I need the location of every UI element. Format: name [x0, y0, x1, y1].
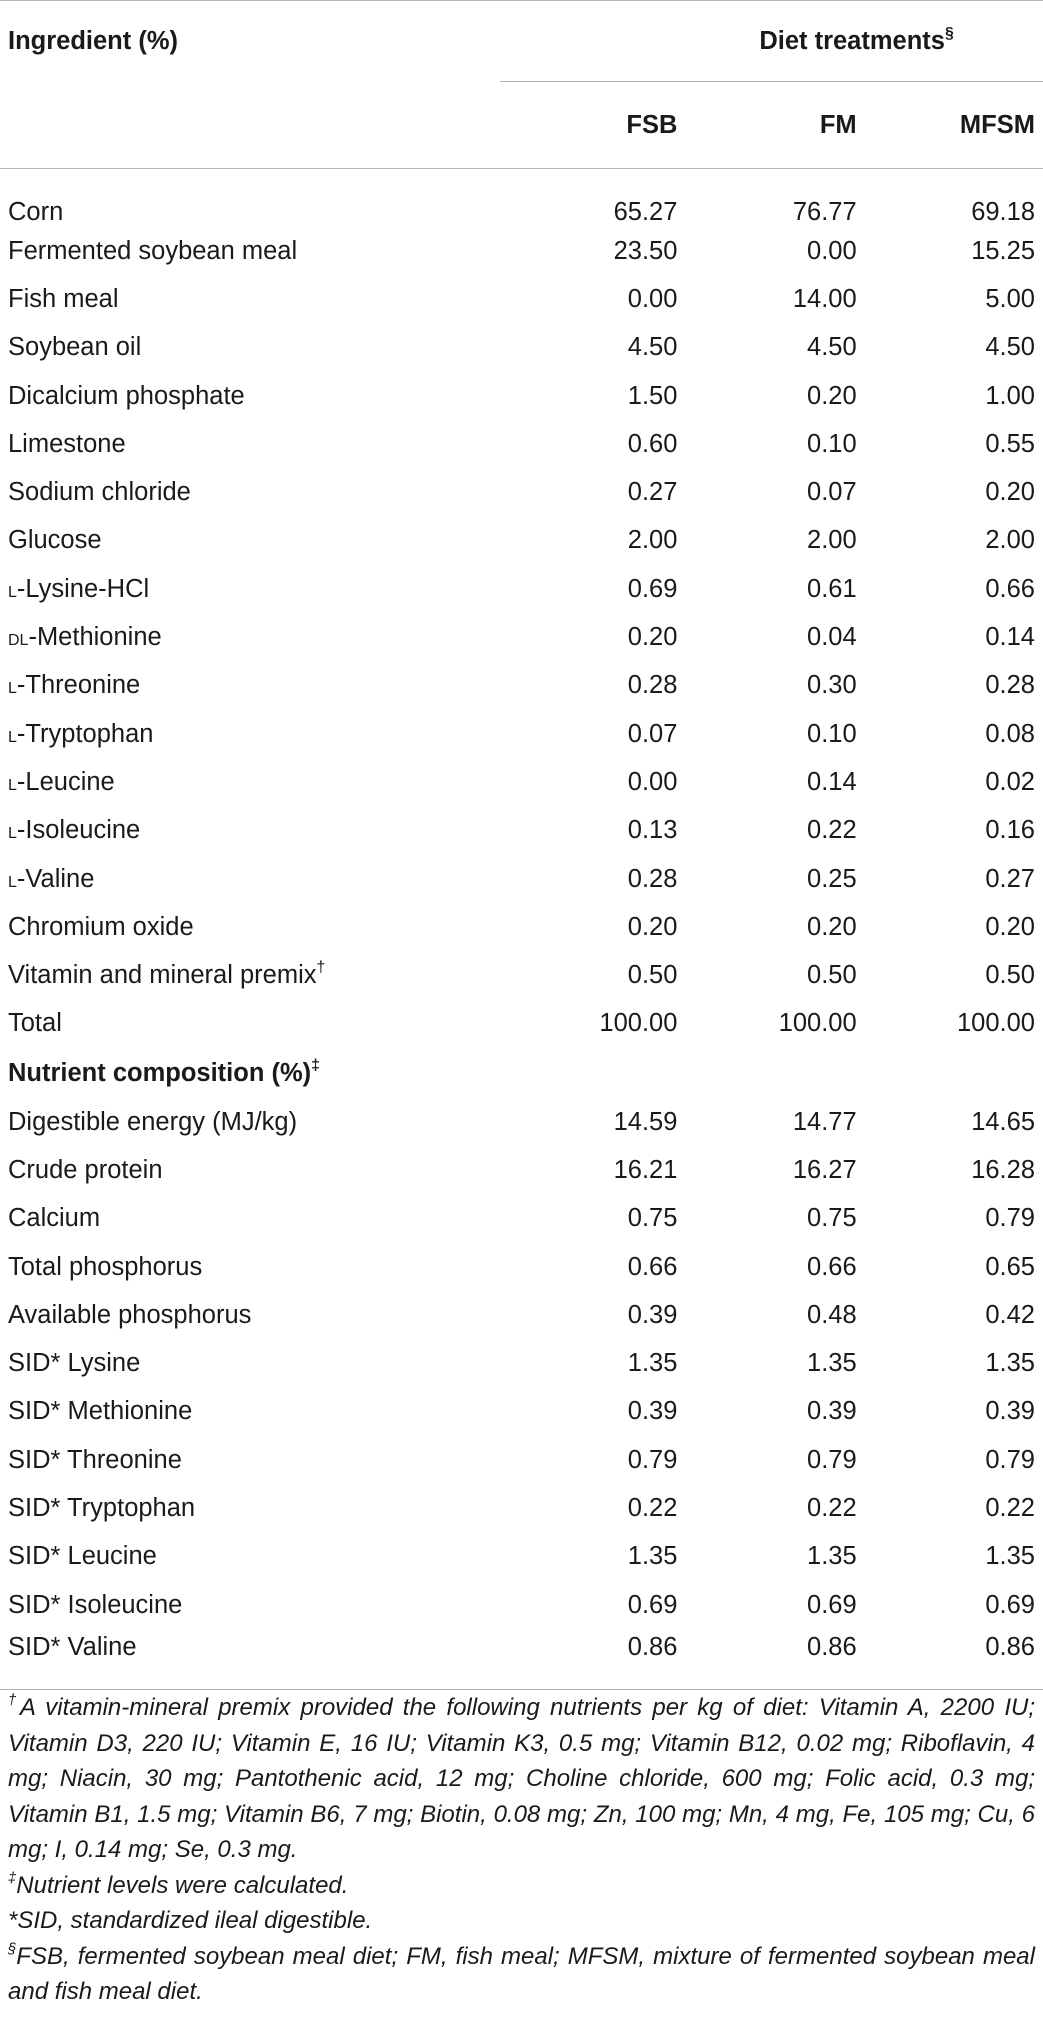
ingredient-label: Limestone — [8, 429, 126, 458]
table-row — [0, 275, 1043, 323]
nutrient-name: SID* Methionine — [8, 1397, 193, 1426]
value-mfsm: 0.65 — [985, 1252, 1035, 1281]
value-mfsm: 1.35 — [985, 1349, 1035, 1378]
value-fsb: 0.60 — [627, 429, 678, 458]
ingredient-name — [0, 227, 500, 275]
ingredient-label: Chromium oxide — [8, 912, 194, 941]
footnote-mark: § — [8, 1941, 17, 1958]
value-mfsm: 0.79 — [985, 1445, 1035, 1474]
table-row — [0, 1581, 1043, 1629]
value-fm: 14.77 — [792, 1107, 857, 1136]
ingredient-name — [0, 807, 500, 855]
value-mfsm: 0.20 — [985, 912, 1035, 941]
table-row — [0, 1436, 1043, 1484]
value-fm: 0.30 — [807, 671, 857, 700]
value-fsb: 0.20 — [627, 912, 678, 941]
value-fsb: 0.39 — [627, 1397, 678, 1426]
value-fm: 0.69 — [807, 1590, 857, 1619]
value-fm: 14.00 — [792, 284, 857, 313]
value-fm: 0.50 — [807, 961, 857, 990]
ingredient-name — [0, 420, 500, 468]
value-fsb: 0.50 — [627, 961, 678, 990]
table-row — [0, 710, 1043, 758]
footnote-text: Nutrient levels were calculated. — [16, 1871, 349, 1899]
amino-acid-prefix: l — [8, 768, 17, 795]
value-fm: 0.48 — [807, 1300, 857, 1329]
table-row — [0, 420, 1043, 468]
value-mfsm: 16.28 — [971, 1155, 1035, 1184]
value-fm: 0.25 — [807, 864, 857, 893]
table-row — [0, 1195, 1043, 1243]
value-mfsm: 0.69 — [985, 1590, 1035, 1619]
footnote-mark: † — [316, 959, 326, 977]
ingredient-label: -Valine — [16, 864, 95, 893]
table-row — [0, 855, 1043, 903]
value-mfsm: 0.16 — [985, 816, 1035, 845]
nutrient-name: SID* Isoleucine — [8, 1590, 183, 1619]
nutrient-section-row — [0, 1048, 1043, 1098]
value-mfsm: 1.35 — [985, 1542, 1035, 1571]
value-fm: 0.00 — [807, 236, 857, 265]
footnote-mark: † — [8, 1692, 20, 1709]
value-fsb: 0.79 — [627, 1445, 678, 1474]
footnote — [8, 1939, 1035, 2010]
value-fm: 76.77 — [792, 198, 857, 226]
amino-acid-prefix: l — [8, 817, 17, 844]
value-fm: 0.39 — [807, 1397, 857, 1426]
table-row — [0, 662, 1043, 710]
value-fsb: 0.86 — [627, 1633, 678, 1662]
footnote-mark: ‡ — [311, 1056, 320, 1074]
value-fsb: 4.50 — [627, 333, 678, 362]
ingredient-name — [0, 710, 500, 758]
value-fsb: 65.27 — [613, 198, 678, 226]
nutrient-name: Crude protein — [8, 1155, 163, 1184]
nutrient-name: Available phosphorus — [8, 1300, 252, 1329]
ingredient-label: Corn — [8, 198, 64, 226]
footnote-mark: ‡ — [8, 1870, 17, 1887]
value-fm: 0.22 — [807, 1494, 857, 1523]
nutrient-name: Total phosphorus — [8, 1252, 203, 1281]
value-mfsm: 0.08 — [985, 719, 1035, 748]
table-row — [0, 1146, 1043, 1194]
value-mfsm: 4.50 — [985, 333, 1035, 362]
value-fsb: 2.00 — [627, 526, 678, 555]
ingredient-label: -Methionine — [28, 623, 162, 652]
value-fm: 0.61 — [807, 574, 857, 603]
nutrient-name: SID* Tryptophan — [8, 1494, 196, 1523]
value-mfsm: 14.65 — [971, 1107, 1035, 1136]
table-footnotes — [8, 1690, 1035, 2010]
value-mfsm: 2.00 — [985, 526, 1035, 555]
ingredient-column-header: Ingredient (%) — [8, 26, 178, 55]
value-fsb: 0.39 — [627, 1300, 678, 1329]
nutrient-section-heading — [0, 1048, 500, 1098]
ingredient-label: -Tryptophan — [16, 719, 154, 748]
value-fm: 0.66 — [807, 1252, 857, 1281]
diet-treatments-header: Diet treatments§ — [759, 24, 954, 55]
ingredient-label: -Lysine-HCl — [16, 574, 150, 603]
column-header-fsb: FSB — [500, 82, 677, 169]
table-header-row — [0, 1, 1043, 82]
ingredient-label: Sodium chloride — [8, 478, 191, 507]
table-row — [0, 1291, 1043, 1339]
ingredient-label: -Leucine — [16, 767, 115, 796]
footnote — [8, 1690, 1035, 1868]
value-fm: 0.79 — [807, 1445, 857, 1474]
table-row — [0, 1484, 1043, 1532]
nutrient-name: SID* Leucine — [8, 1542, 157, 1571]
table-row — [0, 1000, 1043, 1048]
column-header-fm: FM — [677, 82, 856, 169]
ingredient-name — [0, 1000, 500, 1048]
value-mfsm: 100.00 — [957, 1009, 1035, 1038]
ingredient-name — [0, 903, 500, 951]
value-fm: 0.75 — [807, 1204, 857, 1233]
value-fm: 100.00 — [778, 1009, 857, 1038]
table-row — [0, 758, 1043, 806]
value-fsb: 0.07 — [627, 719, 678, 748]
value-fm: 1.35 — [807, 1542, 857, 1571]
value-fm: 2.00 — [807, 526, 857, 555]
column-header-mfsm: MFSM — [857, 82, 1043, 169]
table-row — [0, 1388, 1043, 1436]
ingredient-name — [0, 758, 500, 806]
value-fsb: 0.00 — [627, 767, 678, 796]
ingredient-name — [0, 662, 500, 710]
value-mfsm: 0.14 — [985, 623, 1035, 652]
value-fm: 1.35 — [807, 1349, 857, 1378]
ingredient-label: Dicalcium phosphate — [8, 381, 245, 410]
footnote-text: A vitamin-mineral premix provided the following nutrients per kg of diet: Vitamin A, 2200 IU; Vitamin D3, 220 IU; Vitamin E, 16 IU; Vitamin K3, 0.5 mg; Vitamin B12, 0.02 mg; Riboflavin, 4 mg; Niacin, 30 mg; Pantothenic acid, 12 mg; Choline chloride, 600 mg; Folic acid, 0.3 mg; Vitamin B1, 1.5 mg; Vitamin B6, 7 mg; Biotin, 0.08 mg; Zn, 100 mg; Mn, 4 mg, Fe, 105 mg; Cu, 6 mg; I, 0.14 mg; Se, 0.3 mg. — [8, 1694, 1035, 1863]
diet-column-header-row — [0, 82, 1043, 169]
value-mfsm: 0.66 — [985, 574, 1035, 603]
value-mfsm: 0.79 — [985, 1204, 1035, 1233]
value-mfsm: 0.27 — [985, 864, 1035, 893]
ingredient-name — [0, 372, 500, 420]
value-fsb: 1.50 — [627, 381, 678, 410]
value-fsb: 0.13 — [627, 816, 678, 845]
value-mfsm: 5.00 — [985, 284, 1035, 313]
value-fsb: 23.50 — [613, 236, 678, 265]
value-fm: 0.22 — [807, 816, 857, 845]
table-row — [0, 227, 1043, 275]
ingredient-name — [0, 565, 500, 613]
value-mfsm: 0.55 — [985, 429, 1035, 458]
value-fsb: 0.00 — [627, 284, 678, 313]
table-row — [0, 613, 1043, 661]
value-mfsm: 0.86 — [985, 1633, 1035, 1662]
value-fsb: 0.27 — [627, 478, 678, 507]
ingredient-label: -Threonine — [16, 671, 141, 700]
value-mfsm: 0.50 — [985, 961, 1035, 990]
value-mfsm: 0.02 — [985, 767, 1035, 796]
value-fm: 4.50 — [807, 333, 857, 362]
amino-acid-prefix: l — [8, 575, 17, 602]
value-mfsm: 0.39 — [985, 1397, 1035, 1426]
ingredient-name — [0, 324, 500, 372]
table-row — [0, 468, 1043, 516]
value-fm: 0.20 — [807, 381, 857, 410]
value-mfsm: 1.00 — [985, 381, 1035, 410]
table-row — [0, 807, 1043, 855]
value-fsb: 0.28 — [627, 671, 678, 700]
ingredient-label: Fermented soybean meal — [8, 236, 298, 265]
footnote — [8, 1903, 1035, 1939]
table-row — [0, 951, 1043, 999]
value-mfsm: 15.25 — [971, 236, 1035, 265]
value-mfsm: 69.18 — [971, 198, 1035, 226]
value-mfsm: 0.20 — [985, 478, 1035, 507]
ingredient-name — [0, 275, 500, 323]
table-row — [0, 903, 1043, 951]
value-fsb: 0.20 — [627, 623, 678, 652]
value-fm: 0.86 — [807, 1633, 857, 1662]
value-fm: 16.27 — [792, 1155, 857, 1184]
amino-acid-prefix: l — [8, 865, 17, 892]
nutrient-name: SID* Valine — [8, 1633, 137, 1662]
nutrient-name: Digestible energy (MJ/kg) — [8, 1107, 298, 1136]
table-row — [0, 1098, 1043, 1146]
footnote — [8, 1868, 1035, 1904]
ingredient-name — [0, 169, 500, 228]
value-mfsm: 0.28 — [985, 671, 1035, 700]
footnote-text: *SID, standardized ileal digestible. — [8, 1907, 373, 1934]
value-mfsm: 0.42 — [985, 1300, 1035, 1329]
table-row — [0, 1340, 1043, 1388]
table-row — [0, 517, 1043, 565]
value-fm: 0.20 — [807, 912, 857, 941]
amino-acid-prefix: dl — [8, 624, 29, 651]
value-fsb: 0.69 — [627, 574, 678, 603]
table-row — [0, 565, 1043, 613]
nutrient-name: SID* Lysine — [8, 1349, 141, 1378]
value-fsb: 0.66 — [627, 1252, 678, 1281]
amino-acid-prefix: l — [8, 672, 17, 699]
nutrient-name: Calcium — [8, 1204, 101, 1233]
value-fsb: 0.22 — [627, 1494, 678, 1523]
value-mfsm: 0.22 — [985, 1494, 1035, 1523]
ingredient-label: Total — [8, 1009, 62, 1038]
value-fsb: 14.59 — [613, 1107, 678, 1136]
value-fsb: 1.35 — [627, 1349, 678, 1378]
table-row — [0, 372, 1043, 420]
value-fm: 0.10 — [807, 429, 857, 458]
ingredient-label: Soybean oil — [8, 333, 142, 362]
ingredient-name — [0, 855, 500, 903]
value-fsb: 0.75 — [627, 1204, 678, 1233]
table-row — [0, 169, 1043, 228]
section-footnote-mark: § — [944, 24, 954, 42]
footnote-text: FSB, fermented soybean meal diet; FM, fish meal; MFSM, mixture of fermented soybean meal and fish meal diet. — [8, 1942, 1035, 2005]
nutrient-name: SID* Threonine — [8, 1445, 182, 1474]
value-fsb: 0.69 — [627, 1590, 678, 1619]
value-fsb: 100.00 — [599, 1009, 678, 1038]
table-row — [0, 1629, 1043, 1690]
table-row — [0, 324, 1043, 372]
value-fm: 0.07 — [807, 478, 857, 507]
value-fsb: 0.28 — [627, 864, 678, 893]
value-fsb: 1.35 — [627, 1542, 678, 1571]
ingredient-name — [0, 468, 500, 516]
value-fm: 0.10 — [807, 719, 857, 748]
ingredient-label: Fish meal — [8, 284, 119, 313]
ingredient-label: Glucose — [8, 526, 102, 555]
table-row — [0, 1533, 1043, 1581]
ingredient-label: -Isoleucine — [16, 816, 141, 845]
ingredient-name — [0, 951, 500, 999]
table-row — [0, 1243, 1043, 1291]
ingredient-name — [0, 613, 500, 661]
value-fm: 0.04 — [807, 623, 857, 652]
nutrient-section-label: Nutrient composition (%) — [8, 1058, 312, 1087]
ingredient-label: Vitamin and mineral premix — [8, 961, 317, 990]
value-fsb: 16.21 — [613, 1155, 678, 1184]
value-fm: 0.14 — [807, 767, 857, 796]
ingredient-name — [0, 517, 500, 565]
amino-acid-prefix: l — [8, 720, 17, 747]
